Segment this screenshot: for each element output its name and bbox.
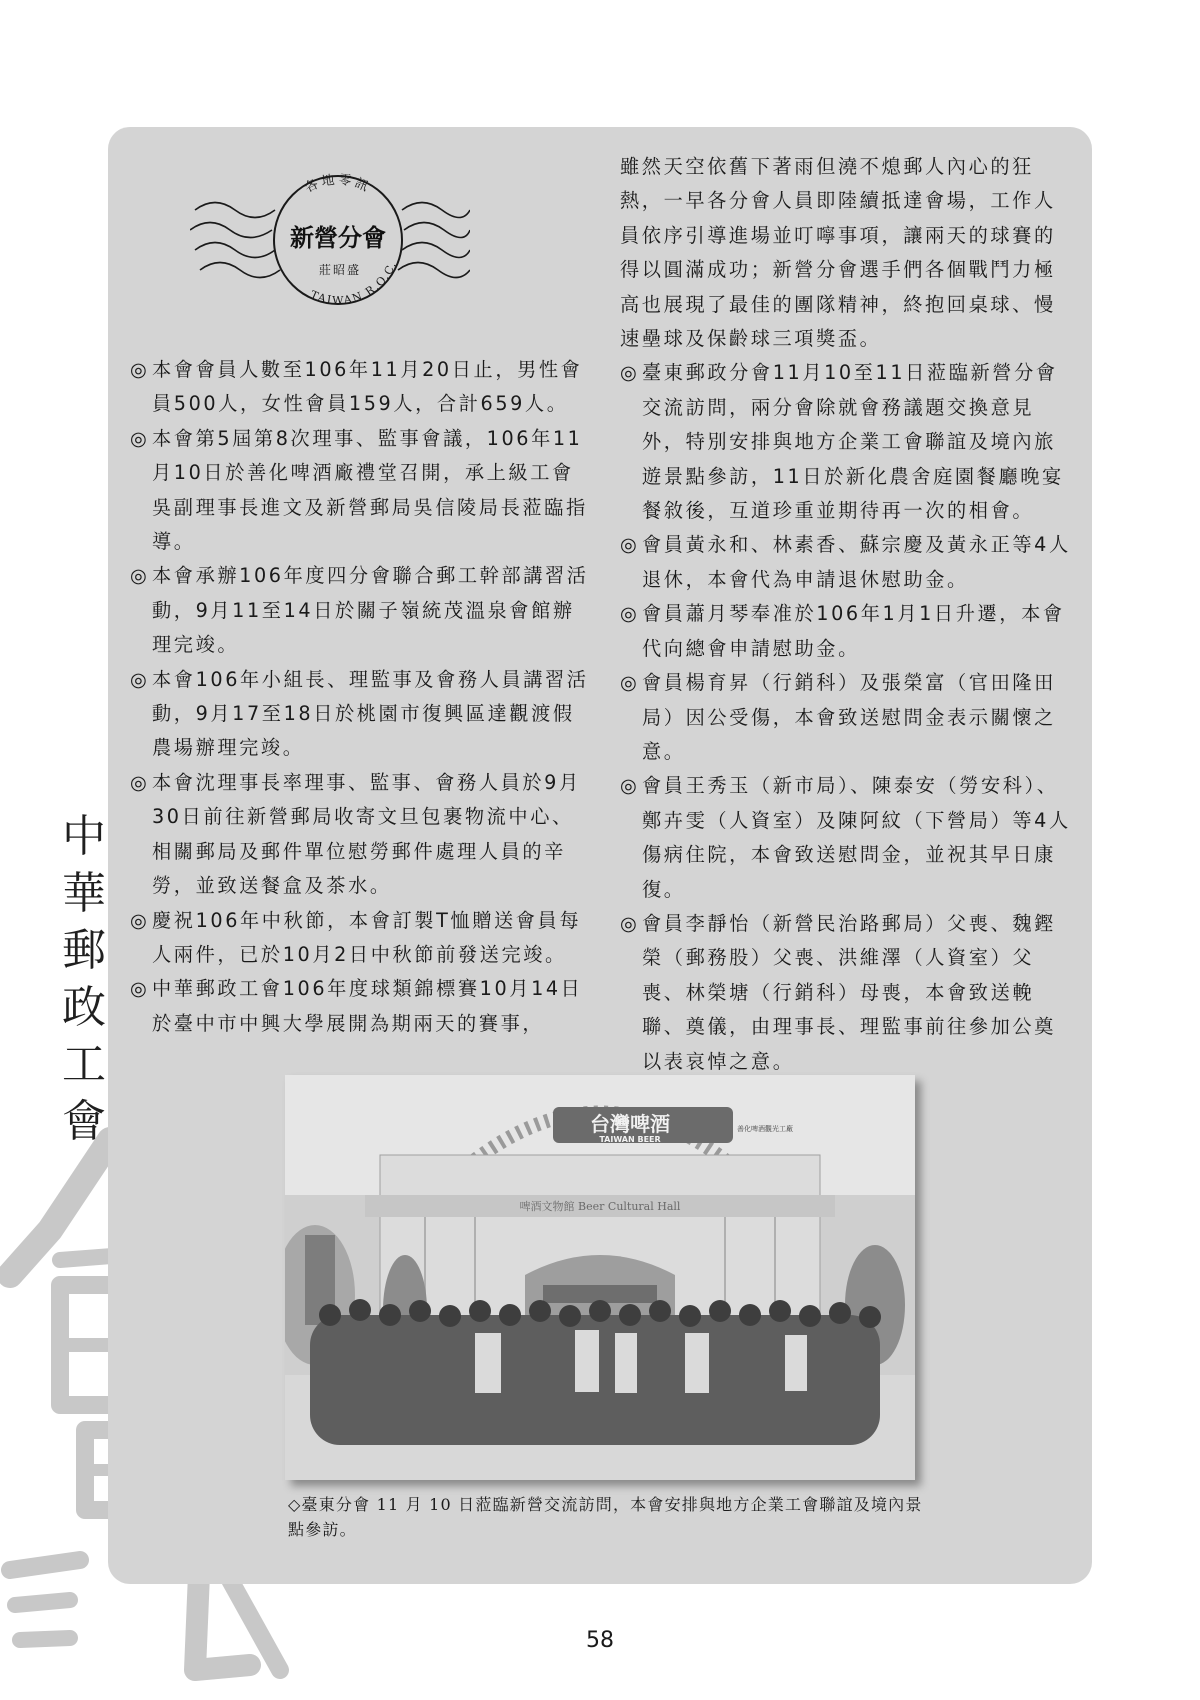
page-number: 58	[586, 1628, 614, 1653]
news-item-text: 會員蕭月琴奉准於106年1月1日升遷，本會代向總會申請慰助金。	[642, 602, 1065, 660]
news-item	[130, 422, 592, 560]
news-item	[130, 972, 592, 1041]
bullet: ◎	[620, 774, 637, 798]
stamp-author: 莊昭盛	[318, 263, 362, 277]
news-item	[620, 769, 1076, 907]
side-title-char: 華	[62, 868, 108, 919]
news-item	[620, 907, 1076, 1079]
news-item	[130, 663, 592, 766]
bullet: ◎	[130, 426, 147, 450]
news-item-text: 本會沈理事長率理事、監事、會務人員於9月30日前往新營郵局收寄文旦包裹物流中心、相關郵局及郵件單位慰勞郵件處理人員的辛勞，並致送餐盒及茶水。	[152, 770, 581, 898]
photo-sign-side: 善化啤酒觀光工廠	[737, 1125, 793, 1133]
bullet: ◎	[130, 564, 147, 588]
bullet: ◎	[130, 770, 147, 794]
bullet: ◎	[620, 533, 637, 557]
stamp-branch: 新營分會	[290, 224, 386, 252]
right-column	[620, 150, 1076, 1079]
photo-caption: ◇臺東分會 11 月 10 日蒞臨新營交流訪問，本會安排與地方企業工會聯誼及境內景點參訪。	[288, 1495, 923, 1539]
bullet: ◎	[620, 911, 637, 935]
group-photo	[285, 1075, 915, 1480]
photo-sign-main: 台灣啤酒	[590, 1112, 670, 1136]
side-title	[55, 808, 115, 1150]
stamp-country: TAIWAN R.O.C.	[308, 258, 400, 307]
continuation-paragraph: 雖然天空依舊下著雨但澆不熄郵人內心的狂熱，一早各分會人員即陸續抵達會場，工作人員依序引導進場並叮嚀事項，讓兩天的球賽的得以圓滿成功；新營分會選手們各個戰鬥力極高也展現了最佳的團隊精神，終抱回桌球、慢速壘球及保齡球三項獎盃。	[620, 155, 1056, 351]
bullet: ◎	[130, 977, 147, 1001]
news-item	[620, 528, 1076, 597]
news-item	[130, 766, 592, 904]
side-title-char: 工	[62, 1039, 108, 1090]
stamp-section: 各地零訊	[302, 172, 374, 197]
bullet: ◎	[620, 602, 637, 626]
photo-sign-sub: TAIWAN BEER	[599, 1135, 661, 1144]
photo-crowd	[310, 1299, 881, 1445]
news-item-text: 會員黃永和、林素香、蘇宗慶及黃永正等4人退休，本會代為申請退休慰助金。	[642, 533, 1071, 591]
news-item-text: 慶祝106年中秋節，本會訂製T恤贈送會員每人兩件，已於10月2日中秋節前發送完竣。	[152, 908, 582, 966]
news-item	[130, 559, 592, 662]
side-title-char: 會	[62, 1096, 108, 1147]
news-item	[130, 904, 592, 973]
bullet: ◎	[130, 908, 147, 932]
news-item-text: 會員王秀玉（新市局）、陳泰安（勞安科）、鄭卉雯（人資室）及陳阿紋（下營局）等4人傷病住院，本會致送慰問金，並祝其早日康復。	[642, 774, 1071, 901]
news-item-text: 本會106年小組長、理監事及會務人員講習活動，9月17至18日於桃園市復興區達觀渡假農場辦理完竣。	[152, 667, 589, 760]
news-item-text: 中華郵政工會106年度球類錦標賽10月14日於臺中市中興大學展開為期兩天的賽事，	[152, 977, 583, 1035]
side-title-char: 政	[62, 982, 108, 1033]
postmark-stamp	[190, 150, 470, 325]
bullet: ◎	[130, 358, 147, 381]
news-item	[620, 597, 1076, 666]
news-item	[620, 356, 1076, 528]
news-item	[620, 666, 1076, 769]
left-column	[130, 353, 592, 1041]
news-item-text: 臺東郵政分會11月10至11日蒞臨新營分會交流訪問，兩分會除就會務議題交換意見外，特別安排與地方企業工會聯誼及境內旅遊景點參訪，11日於新化農舍庭園餐廳晚宴餐敘後，互道珍重並期待再一次的相會。	[642, 361, 1064, 523]
news-item	[130, 353, 592, 422]
bullet: ◎	[130, 667, 147, 691]
news-item-text: 會員楊育昇（行銷科）及張榮富（官田隆田局）因公受傷，本會致送慰問金表示關懷之意。	[642, 671, 1056, 763]
photo-hall-name: 啤酒文物館 Beer Cultural Hall	[519, 1200, 681, 1213]
bullet: ◎	[620, 361, 637, 385]
news-item-text: 本會會員人數至106年11月20日止，男性會員500人，女性會員159人，合計659人。	[152, 358, 583, 416]
bullet: ◎	[620, 671, 637, 695]
news-item-text: 本會承辦106年度四分會聯合郵工幹部講習活動，9月11至14日於關子嶺統茂溫泉會館辦理完竣。	[152, 564, 589, 657]
news-item-text: 本會第5屆第8次理事、監事會議，106年11月10日於善化啤酒廠禮堂召開，承上級工會吳副理事長進文及新營郵局吳信陵局長蒞臨指導。	[152, 426, 588, 554]
news-item-text: 會員李靜怡（新營民治路郵局）父喪、魏鏗榮（郵務股）父喪、洪維澤（人資室）父喪、林榮塘（行銷科）母喪，本會致送輓聯、奠儀，由理事長、理監事前往參加公奠以表哀悼之意。	[642, 911, 1056, 1073]
side-title-char: 中	[62, 811, 108, 862]
side-title-char: 郵	[62, 925, 108, 976]
